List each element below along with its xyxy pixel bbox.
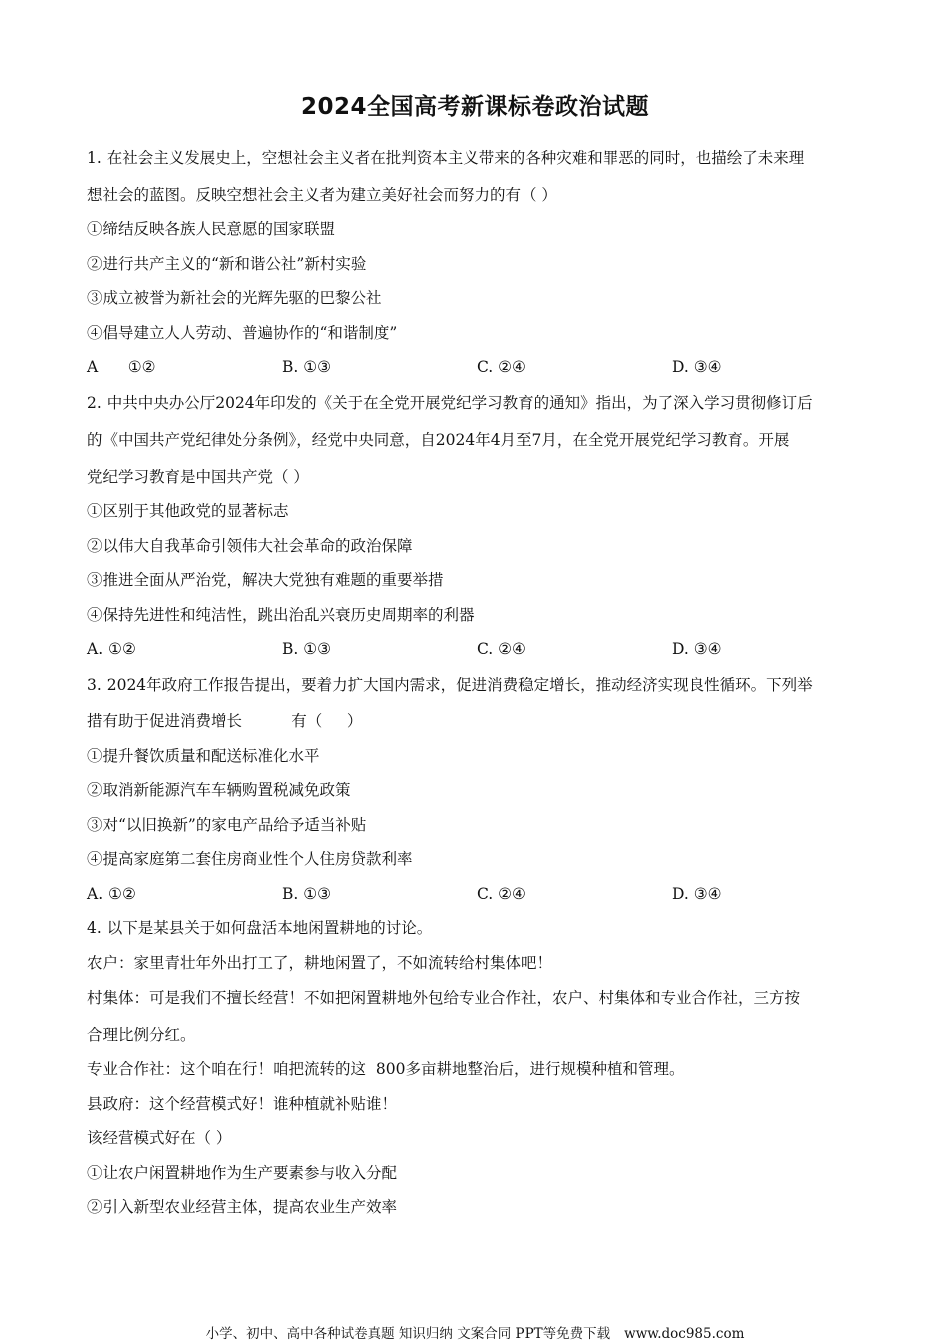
question-2-option-d: D. ③④ [672, 640, 722, 658]
question-2-stem-line-2: 的《中国共产党纪律处分条例》，经党中央同意，自2024年4月至7月，在全党开展党纪学习教育。开展 [87, 431, 790, 449]
question-2 [87, 385, 867, 667]
question-3-option-a: A. ①② [87, 884, 136, 903]
question-1-stem-line-2: 想社会的蓝图。反映空想社会主义者为建立美好社会而努力的有（ ） [87, 185, 557, 204]
question-4-stem-line-5: 专业合作社：这个咱在行！咱把流转的这 800多亩耕地整治后，进行规模种植和管理。 [87, 1060, 685, 1078]
question-4-stem-line-4: 合理比例分红。 [87, 1025, 196, 1044]
question-1-option-a: A ①② [87, 358, 156, 376]
question-1-option-b: B. ①③ [282, 358, 332, 376]
question-3-option-b: B. ①③ [282, 884, 332, 903]
question-1-item-2: ②进行共产主义的“新和谐公社”新村实验 [87, 254, 367, 273]
question-2-stem-line-1: 2. 中共中央办公厅2024年印发的《关于在全党开展党纪学习教育的通知》指出，为了深入学习贯彻修订后 [87, 393, 813, 412]
question-4-stem-line-1: 4. 以下是某县关于如何盘活本地闲置耕地的讨论。 [87, 919, 433, 937]
question-2-item-3: ③推进全面从严治党，解决大党独有难题的重要举措 [87, 571, 444, 589]
question-3-option-c: C. ②④ [477, 884, 526, 903]
question-list [87, 140, 867, 1225]
question-3-item-2: ②取消新能源汽车车辆购置税减免政策 [87, 781, 351, 799]
question-3-stem-line-2: 措有助于促进消费增长 有（ ） [87, 712, 363, 730]
question-4-stem-line-6: 县政府：这个经营模式好！谁种植就补贴谁！ [87, 1094, 398, 1113]
question-1-options [87, 350, 867, 385]
question-2-option-a: A. ①② [87, 640, 136, 658]
question-1-option-d: D. ③④ [672, 358, 722, 376]
footer-url[interactable]: www.doc985.com [624, 1326, 745, 1342]
footer-text: 小学、初中、高中各种试卷真题 知识归纳 文案合同 PPT等免费下载 [205, 1326, 611, 1342]
question-2-item-4: ④保持先进性和纯洁性，跳出治乱兴衰历史周期率的利器 [87, 605, 475, 624]
question-4-stem-line-7: 该经营模式好在（ ） [87, 1129, 232, 1147]
question-4-stem-line-3: 村集体：可是我们不擅长经营！不如把闲置耕地外包给专业合作社，农户、村集体和专业合作社，三方按 [87, 989, 801, 1007]
question-2-option-c: C. ②④ [477, 640, 526, 658]
question-3-item-3: ③对“以旧换新”的家电产品给予适当补贴 [87, 815, 367, 834]
question-4-stem-line-2: 农户：家里青壮年外出打工了，耕地闲置了，不如流转给村集体吧！ [87, 953, 553, 972]
question-3-option-d: D. ③④ [672, 884, 722, 903]
question-3-item-1: ①提升餐饮质量和配送标准化水平 [87, 746, 320, 765]
question-1-item-4: ④倡导建立人人劳动、普遍协作的“和谐制度” [87, 323, 398, 342]
question-4-item-2: ②引入新型农业经营主体，提高农业生产效率 [87, 1198, 398, 1216]
question-3-options [87, 877, 867, 912]
question-2-options [87, 632, 867, 667]
question-3 [87, 667, 867, 912]
question-3-stem-line-1: 3. 2024年政府工作报告提出，要着力扩大国内需求，促进消费稳定增长，推动经济实现良性循环。下列举 [87, 675, 813, 694]
question-1-option-c: C. ②④ [477, 358, 526, 376]
page-footer [0, 1322, 950, 1342]
page-title: 2024全国高考新课标卷政治试题 [300, 94, 649, 120]
question-1-item-3: ③成立被誉为新社会的光辉先驱的巴黎公社 [87, 289, 382, 307]
question-4-item-1: ①让农户闲置耕地作为生产要素参与收入分配 [87, 1163, 398, 1182]
question-1-stem-line-1: 1. 在社会主义发展史上，空想社会主义者在批判资本主义带来的各种灾难和罪恶的同时，也描绘了未来理 [87, 149, 805, 167]
question-1-item-1: ①缔结反映各族人民意愿的国家联盟 [87, 220, 336, 238]
question-1 [87, 140, 867, 385]
question-2-stem-line-3: 党纪学习教育是中国共产党（ ） [87, 467, 309, 486]
question-2-option-b: B. ①③ [282, 640, 332, 658]
question-3-item-4: ④提高家庭第二套住房商业性个人住房贷款利率 [87, 850, 413, 868]
question-4 [87, 911, 867, 1225]
question-2-item-1: ①区别于其他政党的显著标志 [87, 502, 289, 520]
question-2-item-2: ②以伟大自我革命引领伟大社会革命的政治保障 [87, 536, 413, 555]
